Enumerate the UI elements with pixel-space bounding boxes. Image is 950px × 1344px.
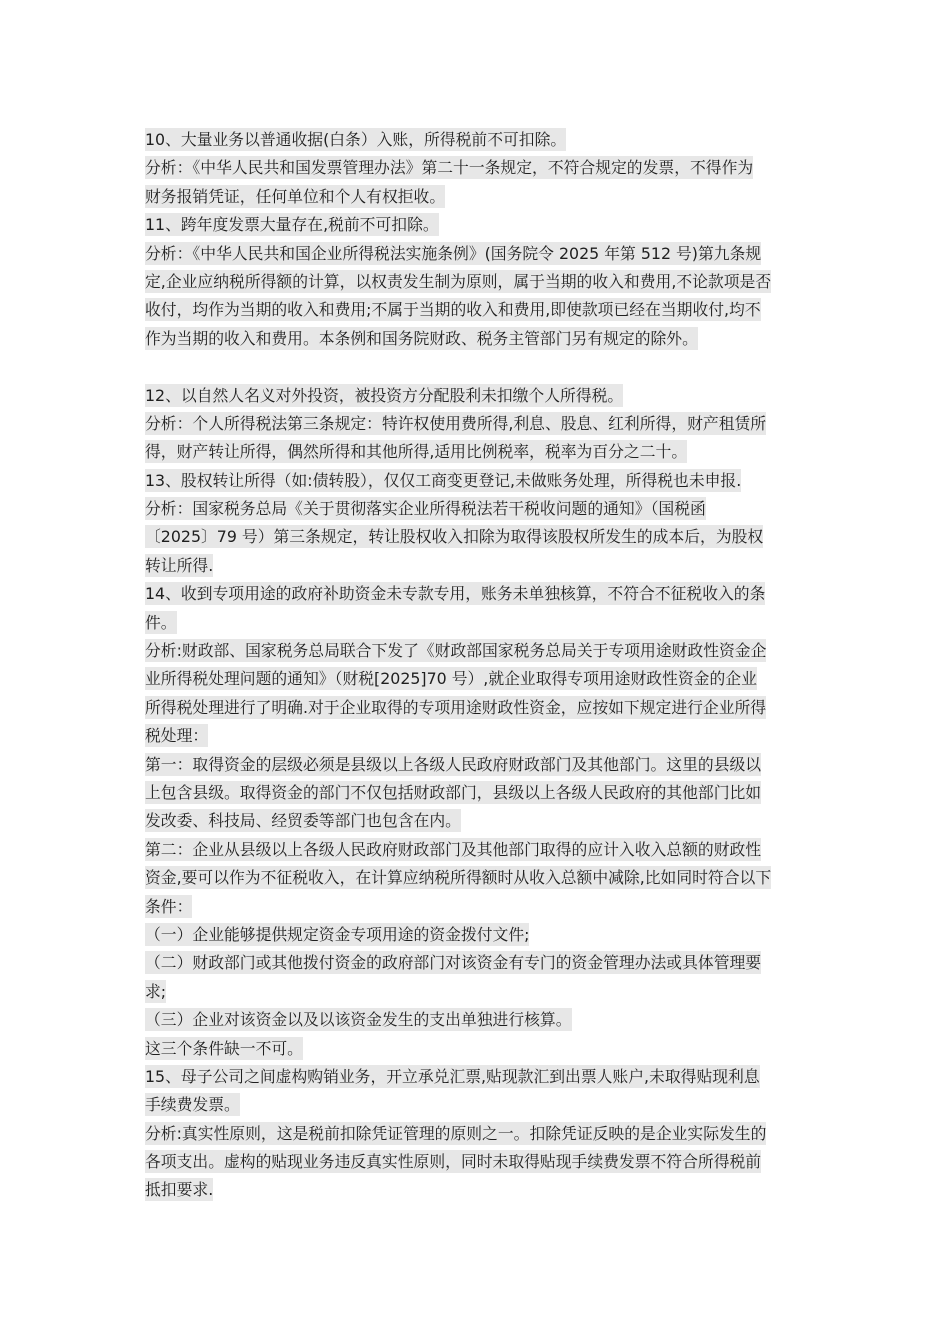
text-line xyxy=(145,211,808,239)
line-text: 抵扣要求. xyxy=(145,1180,214,1200)
text-line xyxy=(145,467,808,495)
text-line xyxy=(145,949,808,977)
line-text: 件。 xyxy=(145,612,177,632)
line-text: 业所得税处理问题的通知》（财税[2025]70 号）,就企业取得专项用途财政性资金的企业 xyxy=(145,669,757,689)
text-line xyxy=(145,665,808,693)
text-line xyxy=(145,268,808,296)
text-line xyxy=(145,807,808,835)
text-line xyxy=(145,523,808,551)
line-text: 作为当期的收入和费用。本条例和国务院财政、税务主管部门另有规定的除外。 xyxy=(145,328,698,348)
text-line xyxy=(145,921,808,949)
text-line xyxy=(145,1006,808,1034)
line-text: 条件： xyxy=(145,896,193,916)
document-body xyxy=(145,126,808,1205)
text-line xyxy=(145,1035,808,1063)
line-text: 12、以自然人名义对外投资，被投资方分配股利未扣缴个人所得税。 xyxy=(145,385,624,405)
line-text: 分析:财政部、国家税务总局联合下发了《财政部国家税务总局关于专项用途财政性资金企 xyxy=(145,641,767,661)
text-line xyxy=(145,1176,808,1204)
text-line xyxy=(145,779,808,807)
line-text: 11、跨年度发票大量存在,税前不可扣除。 xyxy=(145,215,439,235)
line-text: 〔2025〕79 号）第三条规定，转让股权收入扣除为取得该股权所发生的成本后，为股权 xyxy=(145,527,764,547)
text-line xyxy=(145,609,808,637)
line-text: 转让所得. xyxy=(145,555,214,575)
line-text: 上包含县级。取得资金的部门不仅包括财政部门，县级以上各级人民政府的其他部门比如 xyxy=(145,782,762,802)
text-line xyxy=(145,126,808,154)
text-line xyxy=(145,495,808,523)
text-line xyxy=(145,637,808,665)
line-text: 所得税处理进行了明确.对于企业取得的专项用途财政性资金，应按如下规定进行企业所得 xyxy=(145,697,767,717)
line-text: 分析:真实性原则，这是税前扣除凭证管理的原则之一。扣除凭证反映的是企业实际发生的 xyxy=(145,1123,767,1143)
line-text: 税处理： xyxy=(145,726,209,746)
text-line xyxy=(145,836,808,864)
text-line xyxy=(145,154,808,182)
text-line xyxy=(145,893,808,921)
line-text: 第二：企业从县级以上各级人民政府财政部门及其他部门取得的应计入收入总额的财政性 xyxy=(145,839,762,859)
text-line xyxy=(145,1063,808,1091)
line-text: 财务报销凭证，任何单位和个人有权拒收。 xyxy=(145,186,446,206)
text-line xyxy=(145,1120,808,1148)
text-line xyxy=(145,1148,808,1176)
text-line xyxy=(145,580,808,608)
line-text: 手续费发票。 xyxy=(145,1095,240,1115)
text-line xyxy=(145,1091,808,1119)
line-text: 分析：个人所得税法第三条规定：特许权使用费所得,利息、股息、红利所得，财产租赁所 xyxy=(145,413,767,433)
line-text: 14、收到专项用途的政府补助资金未专款专用，账务未单独核算，不符合不征税收入的条 xyxy=(145,584,766,604)
text-line xyxy=(145,325,808,353)
line-text: 各项支出。虚构的贴现业务违反真实性原则，同时未取得贴现手续费发票不符合所得税前 xyxy=(145,1152,762,1172)
text-line xyxy=(145,382,808,410)
line-text: 求; xyxy=(145,981,167,1001)
text-line xyxy=(145,183,808,211)
line-text: 资金,要可以作为不征税收入，在计算应纳税所得额时从收入总额中减除,比如同时符合以下 xyxy=(145,868,772,888)
line-text: 得，财产转让所得，偶然所得和其他所得,适用比例税率，税率为百分之二十。 xyxy=(145,442,688,462)
line-text: 这三个条件缺一不可。 xyxy=(145,1038,303,1058)
blank-line xyxy=(145,353,808,381)
text-line xyxy=(145,240,808,268)
line-text: 分析：《中华人民共和国企业所得税法实施条例》(国务院令 2025 年第 512 号)第九条规 xyxy=(145,243,762,263)
text-line xyxy=(145,751,808,779)
text-line xyxy=(145,410,808,438)
text-line xyxy=(145,864,808,892)
text-line xyxy=(145,296,808,324)
line-text: 定,企业应纳税所得额的计算，以权责发生制为原则，属于当期的收入和费用,不论款项是否 xyxy=(145,271,772,291)
line-text: 13、股权转让所得（如:债转股），仅仅工商变更登记,未做账务处理，所得税也未申报. xyxy=(145,470,742,490)
line-text: 10、大量业务以普通收据(白条）入账，所得税前不可扣除。 xyxy=(145,130,567,149)
line-text: 发改委、科技局、经贸委等部门也包含在内。 xyxy=(145,811,461,831)
line-text: 分析：《中华人民共和国发票管理办法》第二十一条规定，不符合规定的发票，不得作为 xyxy=(145,158,754,178)
line-text: 15、母子公司之间虚构购销业务，开立承兑汇票,贴现款汇到出票人账户,未取得贴现利息 xyxy=(145,1066,760,1086)
line-text: 分析：国家税务总局《关于贯彻落实企业所得税法若干税收问题的通知》（国税函 xyxy=(145,499,706,519)
text-line xyxy=(145,552,808,580)
line-text: 收付，均作为当期的收入和费用;不属于当期的收入和费用,即使款项已经在当期收付,均不 xyxy=(145,300,761,320)
text-line xyxy=(145,722,808,750)
line-text: （三）企业对该资金以及以该资金发生的支出单独进行核算。 xyxy=(145,1010,572,1030)
text-line xyxy=(145,438,808,466)
text-line xyxy=(145,978,808,1006)
line-text: 第一：取得资金的层级必须是县级以上各级人民政府财政部门及其他部门。这里的县级以 xyxy=(145,754,762,774)
text-line xyxy=(145,694,808,722)
line-text: （一）企业能够提供规定资金专项用途的资金拨付文件; xyxy=(145,924,530,944)
line-text: （二）财政部门或其他拨付资金的政府部门对该资金有专门的资金管理办法或具体管理要 xyxy=(145,953,762,973)
